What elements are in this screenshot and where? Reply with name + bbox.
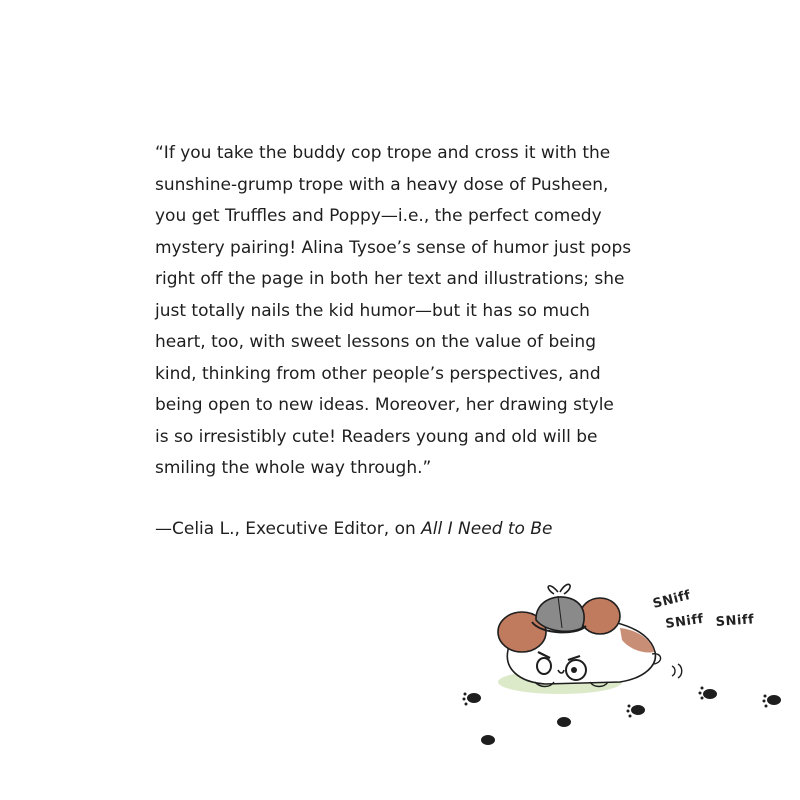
quote-line: you get Truffles and Poppy—i.e., the perfect comedy [155,206,602,226]
magnifier-pupil [571,667,577,673]
footprint [463,693,482,706]
attribution [155,514,552,545]
quote-line: being open to new ideas. Moreover, her drawing style [155,395,614,415]
quote-line: right off the page in both her text and illustrations; she [155,269,625,289]
quote-line: smiling the whole way through.” [155,458,432,478]
quote-block [155,138,675,485]
quote-line: kind, thinking from other people’s perspectives, and [155,363,601,384]
footprint [481,735,495,745]
quote-line: is so irresistibly cute! Readers young and old will be [155,426,598,447]
footprint [627,705,646,718]
quote-line: “If you take the buddy cop trope and cross it with the [155,143,611,163]
sniff-text: SNiff [715,612,755,630]
quote-line: sunshine-grump trope with a heavy dose of Pusheen, [155,174,609,195]
quote-line: just totally nails the kid humor—but it has so much [155,300,590,321]
sniff-text: SNiff [651,588,693,612]
detective-hamster-illustration [440,570,800,780]
motion-mark [672,664,682,678]
sniff-text: SNiff [664,611,705,632]
book-title: All I Need to Be [421,519,553,539]
footprint [699,687,718,700]
attribution-prefix: —Celia L., Executive Editor, on [155,519,422,539]
right-ear [580,598,620,634]
hat-bow [548,584,570,594]
quote-line: heart, too, with sweet lessons on the value of being [155,332,596,352]
quote-line: mystery pairing! Alina Tysoe’s sense of humor just pops [155,237,632,258]
footprint [763,695,782,708]
footprint [557,717,571,727]
